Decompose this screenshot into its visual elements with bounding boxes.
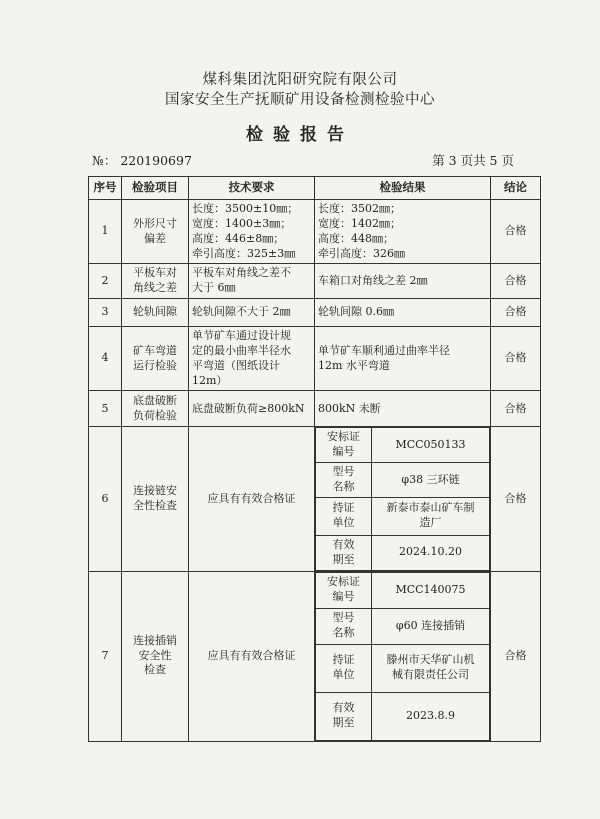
requirement-line: 平板车对角线之差不 [192, 266, 291, 280]
header-item: 检验项目 [122, 177, 189, 200]
certificate-details [315, 571, 491, 741]
inspection-item: 底盘破断 负荷检验 [122, 391, 189, 427]
requirement-line: 平弯道（图纸设计 [192, 358, 280, 372]
inspection-item: 连接插销 安全性 检查 [122, 571, 189, 741]
detail-value: MCC050133 [372, 428, 490, 463]
table-row [89, 264, 541, 299]
requirement-line: 定的最小曲率半径水 [192, 343, 291, 357]
conclusion: 合格 [491, 391, 541, 427]
inspection-item: 轮轨间隙 [122, 299, 189, 327]
conclusion: 合格 [491, 299, 541, 327]
detail-value: φ38 三环链 [372, 463, 490, 498]
result-line: 宽度：1402㎜； [318, 216, 401, 230]
certificate-detail-row [316, 535, 490, 570]
inspection-item: 矿车弯道 运行检验 [122, 327, 189, 391]
header-result: 检验结果 [315, 177, 491, 200]
inspection-result [315, 391, 491, 427]
table-row [89, 427, 541, 571]
testing-center-name: 国家安全生产抚顺矿用设备检测检验中心 [165, 92, 435, 108]
certificate-table [315, 427, 490, 570]
certificate-detail-row [316, 463, 490, 498]
table-row [89, 200, 541, 264]
inspection-item: 平板车对 角线之差 [122, 264, 189, 299]
organization-name: 煤科集团沈阳研究院有限公司 [202, 72, 398, 88]
detail-label: 持证 单位 [316, 497, 372, 535]
row-number: 5 [89, 391, 122, 427]
detail-value: 2023.8.9 [372, 692, 490, 740]
technical-requirement [189, 264, 315, 299]
conclusion: 合格 [491, 327, 541, 391]
table-row [89, 327, 541, 391]
inspection-result [315, 299, 491, 327]
requirement-line: 单节矿车通过设计规 [192, 329, 291, 343]
row-number: 2 [89, 264, 122, 299]
table-row [89, 299, 541, 327]
detail-value: 2024.10.20 [372, 535, 490, 570]
table-row [89, 391, 541, 427]
table-row [89, 571, 541, 741]
result-line: 车箱口对角线之差 2㎜ [318, 273, 428, 287]
certificate-detail-row [316, 497, 490, 535]
inspection-result [315, 200, 491, 264]
technical-requirement [189, 299, 315, 327]
detail-value: 滕州市天华矿山机 械有限责任公司 [372, 644, 490, 692]
technical-requirement [189, 327, 315, 391]
report-number-label: №： [92, 153, 117, 168]
row-number: 7 [89, 571, 122, 741]
result-line: 12m 水平弯道 [318, 358, 390, 372]
inspection-result [315, 264, 491, 299]
detail-value: φ60 连接插销 [372, 608, 490, 644]
detail-value: 新泰市泰山矿车制 造厂 [372, 497, 490, 535]
inspection-result [315, 327, 491, 391]
report-title: 检验报告 [246, 125, 354, 145]
detail-value: MCC140075 [372, 572, 490, 608]
requirement-line: 高度：446±8㎜； [192, 231, 285, 245]
technical-requirement: 应具有有效合格证 [189, 571, 315, 741]
detail-label: 安标证 编号 [316, 572, 372, 608]
header-conclusion: 结论 [491, 177, 541, 200]
certificate-table [315, 572, 490, 741]
requirement-line: 大于 6㎜ [192, 281, 236, 295]
conclusion: 合格 [491, 427, 541, 571]
requirement-line: 轮轨间隙不大于 2㎜ [192, 305, 291, 319]
technical-requirement: 应具有有效合格证 [189, 427, 315, 571]
certificate-detail-row [316, 572, 490, 608]
certificate-detail-row [316, 644, 490, 692]
report-number-value: 220190697 [120, 153, 192, 168]
detail-label: 持证 单位 [316, 644, 372, 692]
certificate-detail-row [316, 608, 490, 644]
certificate-detail-row [316, 692, 490, 740]
report-number [92, 151, 192, 169]
result-line: 长度：3502㎜； [318, 202, 401, 215]
conclusion: 合格 [491, 571, 541, 741]
requirement-line: 12m） [192, 373, 228, 387]
result-line: 牵引高度：326㎜ [318, 246, 405, 260]
row-number: 3 [89, 299, 122, 327]
requirement-line: 牵引高度：325±3㎜ [192, 246, 296, 260]
detail-label: 有效 期至 [316, 535, 372, 570]
detail-label: 有效 期至 [316, 692, 372, 740]
row-number: 4 [89, 327, 122, 391]
header-no: 序号 [89, 177, 122, 200]
result-line: 轮轨间隙 0.6㎜ [318, 305, 394, 319]
detail-label: 安标证 编号 [316, 428, 372, 463]
requirement-line: 长度：3500±10㎜； [192, 202, 299, 215]
page-indicator: 第 3 页共 5 页 [432, 153, 514, 168]
conclusion: 合格 [491, 200, 541, 264]
result-line: 单节矿车顺利通过曲率半径 [318, 343, 450, 357]
row-number: 6 [89, 427, 122, 571]
table-header-row [89, 177, 541, 200]
certificate-detail-row [316, 428, 490, 463]
inspection-table [88, 176, 541, 742]
requirement-line: 底盘破断负荷≥800kN [192, 401, 305, 415]
technical-requirement [189, 391, 315, 427]
detail-label: 型号 名称 [316, 463, 372, 498]
row-number: 1 [89, 200, 122, 264]
result-line: 800kN 未断 [318, 401, 381, 415]
inspection-item: 外形尺寸 偏差 [122, 200, 189, 264]
conclusion: 合格 [491, 264, 541, 299]
result-line: 高度：448㎜； [318, 231, 394, 245]
certificate-details [315, 427, 491, 571]
requirement-line: 宽度：1400±3㎜； [192, 216, 292, 230]
technical-requirement [189, 200, 315, 264]
header-requirement: 技术要求 [189, 177, 315, 200]
detail-label: 型号 名称 [316, 608, 372, 644]
inspection-item: 连接链安 全性检查 [122, 427, 189, 571]
